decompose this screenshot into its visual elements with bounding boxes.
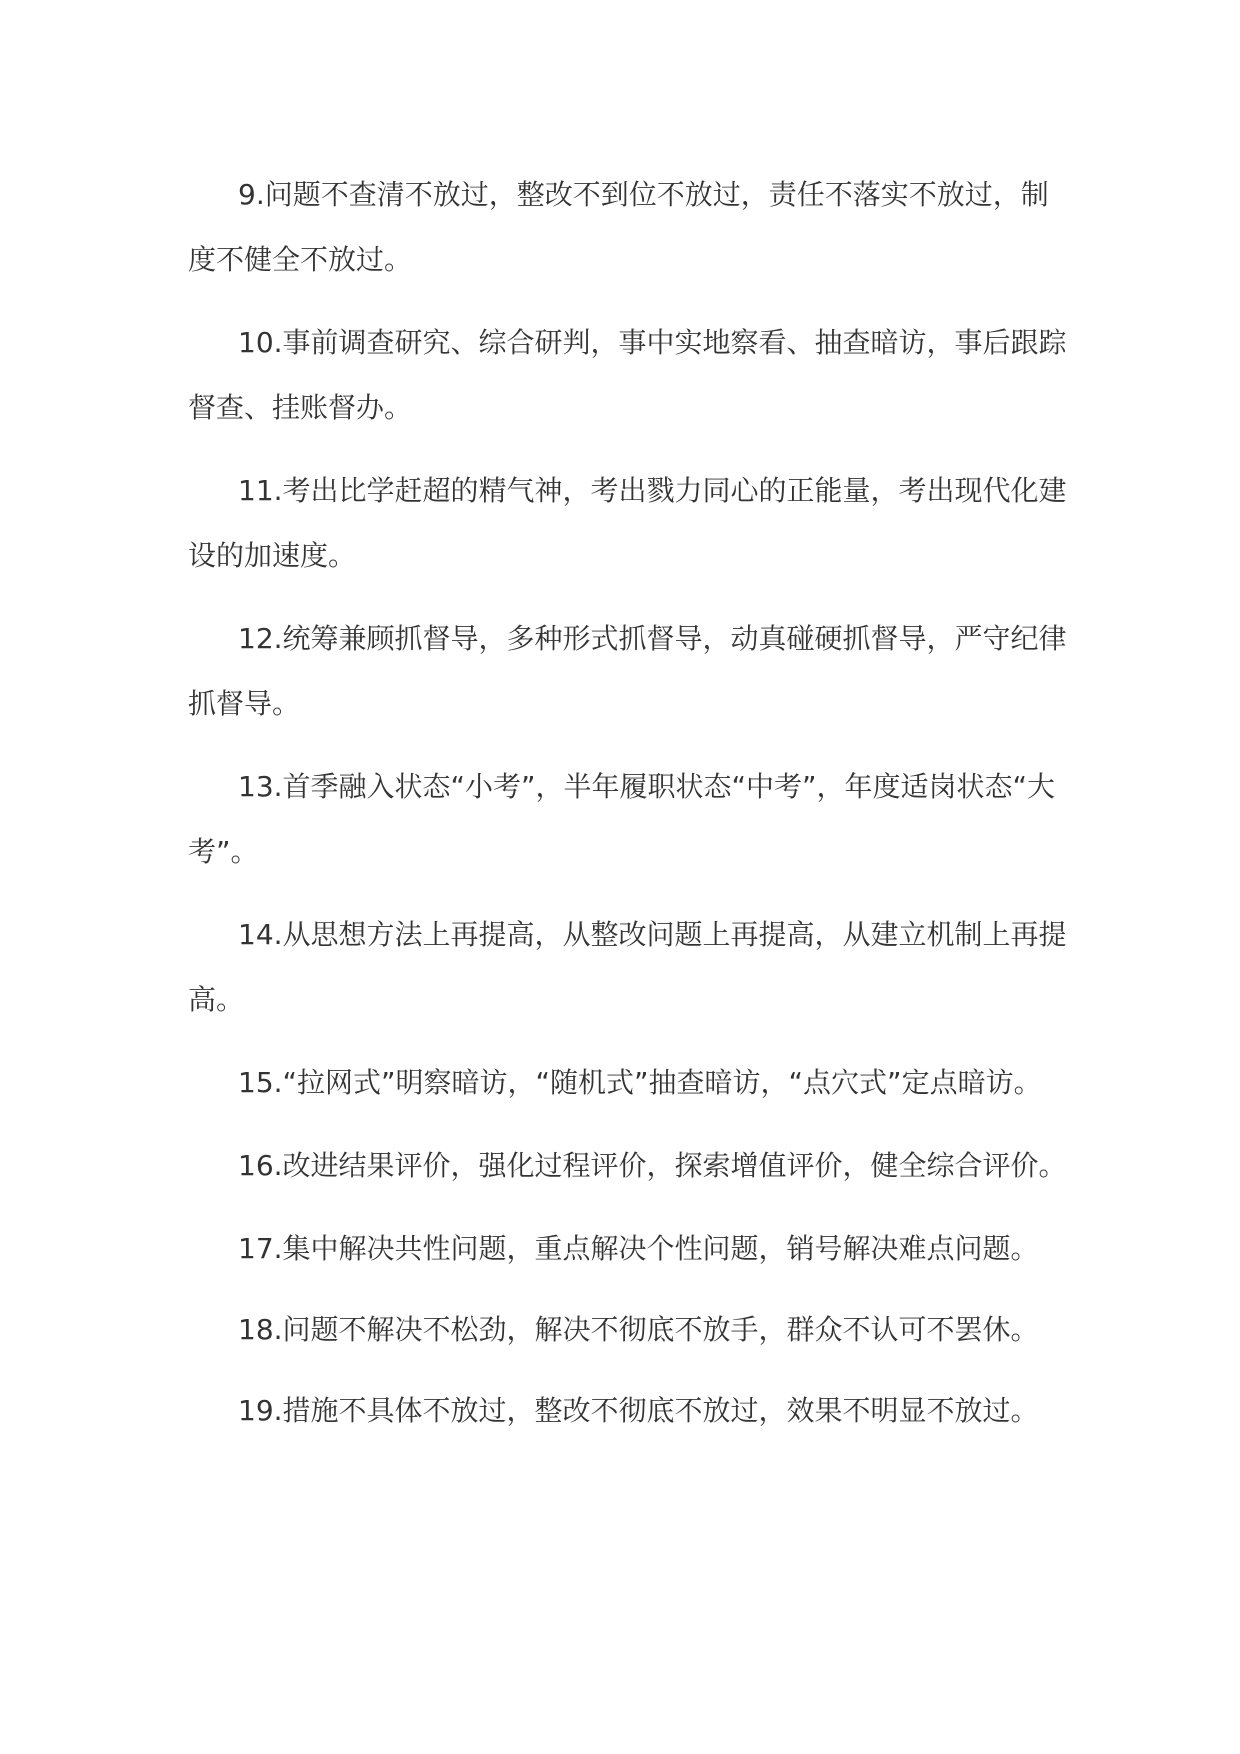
paragraph-10: 10.事前调查研究、综合研判，事中实地察看、抽查暗访，事后跟踪督查、挂账督办。 [188,326,1067,424]
paragraph-12: 12.统筹兼顾抓督导，多种形式抓督导，动真碰硬抓督导，严守纪律抓督导。 [188,622,1067,720]
paragraph-19: 19.措施不具体不放过，整改不彻底不放过，效果不明显不放过。 [238,1394,1039,1427]
paragraph-9: 9.问题不查清不放过，整改不到位不放过，责任不落实不放过，制度不健全不放过。 [188,178,1049,276]
paragraph-16: 16.改进结果评价，强化过程评价，探索增值评价，健全综合评价。 [238,1149,1067,1182]
paragraph-14: 14.从思想方法上再提高，从整改问题上再提高，从建立机制上再提高。 [188,918,1067,1016]
paragraph-13: 13.首季融入状态“小考”，半年履职状态“中考”，年度适岗状态“大考”。 [188,770,1056,868]
paragraph-15: 15.“拉网式”明察暗访，“随机式”抽查暗访，“点穴式”定点暗访。 [238,1066,1042,1099]
paragraph-11: 11.考出比学赶超的精气神，考出戮力同心的正能量，考出现代化建设的加速度。 [188,474,1067,572]
paragraph-17: 17.集中解决共性问题，重点解决个性问题，销号解决难点问题。 [238,1232,1039,1265]
document-body [188,162,1068,1459]
paragraph-18: 18.问题不解决不松劲，解决不彻底不放手，群众不认可不罢休。 [238,1313,1039,1346]
